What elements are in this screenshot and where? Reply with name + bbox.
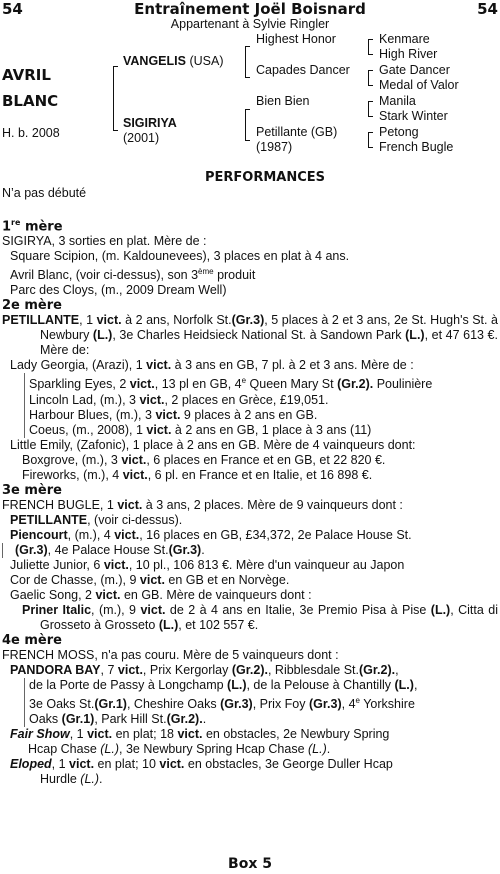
produce-priner-italic: Priner Italic, (m.), 9 vict. de 2 à 4 ans en Italie, 3e Premio Pisa à Pise (L.), Citta di Grosseto à Grosseto (L.), et 102 557 €. — [22, 602, 498, 632]
pandora-bay-line3: 3e Oaks St.(Gr.1), Cheshire Oaks (Gr.3), Prix Foy (Gr.3), 4e Yorkshire — [29, 695, 415, 711]
page-number-left: 54 — [2, 0, 23, 18]
pedigree-bracket-3d — [368, 132, 373, 148]
gen2-produce-little-emily: Little Emily, (Zafonic), 1 place à 2 ans en GB. Mère de 4 vainqueurs dont: — [10, 437, 416, 452]
produce-lincoln-lad: Lincoln Lad, (m.), 3 vict., 2 places en Grèce, £19,051. — [29, 392, 329, 407]
pedigree-ggs-1: Kenmare — [379, 32, 430, 46]
pedigree-bracket-2b — [245, 109, 250, 141]
pedigree-bracket-3a — [368, 39, 373, 55]
horse-name-line2: BLANC — [2, 92, 59, 110]
gen4-pandora-bay-cont — [24, 678, 498, 727]
pedigree-ggs-8: French Bugle — [379, 140, 454, 154]
pedigree-ggs-5: Manila — [379, 94, 416, 108]
gen1-produce-1: Square Scipion, (m. Kaldounevees), 3 places en plat à 4 ans. — [10, 249, 350, 264]
pedigree-bracket-1 — [113, 66, 118, 131]
produce-fireworks: Fireworks, (m.), 4 vict., 6 pl. en France et en Italie, et 16 898 €. — [22, 467, 373, 482]
gen3-produce-juliette: Juliette Junior, 6 vict., 10 pl., 106 813 €. Mère d'un vainqueur au Japon — [10, 557, 405, 572]
page-number-right: 54 — [477, 0, 498, 18]
gen3-produce-petillante: PETILLANTE, (voir ci-dessus). — [10, 512, 183, 527]
gen3-dam: FRENCH BUGLE, 1 vict. à 3 ans, 2 places. Mère de 9 vainqueurs dont : — [2, 497, 403, 512]
pedigree-gs4-year: (1987) — [256, 140, 293, 154]
footer-box: Box 5 — [228, 856, 272, 872]
gen4-produce-pandora-bay: PANDORA BAY, 7 vict., Prix Kergorlay (Gr.2)., Ribblesdale St.(Gr.2)., — [10, 662, 399, 677]
performances-title: PERFORMANCES — [204, 170, 326, 185]
pandora-bay-line4: Oaks (Gr.1), Park Hill St.(Gr.2).. — [29, 711, 207, 726]
produce-sparkling-eyes: Sparkling Eyes, 2 vict., 13 pl en GB, 4e Queen Mary St (Gr.2). Poulinière — [29, 376, 433, 392]
gen3-produce-cor-de-chasse: Cor de Chasse, (m.), 9 vict. en GB et en Norvège. — [10, 572, 290, 587]
pedigree-ggs-4: Medal of Valor — [379, 78, 459, 92]
pedigree-gs1: Highest Honor — [256, 32, 336, 46]
produce-harbour-blues: Harbour Blues, (m.), 3 vict. 9 places à 2 ans en GB. — [29, 407, 318, 422]
gen3-title: 3e mère — [2, 482, 62, 498]
pedigree-sire: VANGELIS (USA) — [123, 54, 224, 68]
gen4-dam: FRENCH MOSS, n'a pas couru. Mère de 5 vainqueurs dont : — [2, 647, 339, 662]
pedigree-body — [2, 186, 498, 787]
gen4-produce-eloped: Eloped, 1 vict. en plat; 10 vict. en obstacles, 3e George Duller Hcap — [10, 756, 393, 771]
pedigree-bracket-2a — [245, 46, 250, 78]
gen2-dam: PETILLANTE, 1 vict. à 2 ans, Norfolk St.(Gr.3), 5 places à 2 et 3 ans, 2e St. Hugh's St. à Newbury (L.), 3e Charles Heidsieck National St. à Sandown Park (L.), et 47 613 €. Mère de: — [2, 313, 498, 358]
produce-coeus: Coeus, (m., 2008), 1 vict. à 2 ans en GB, 1 place à 3 ans (11) — [29, 422, 372, 437]
pedigree-dam: SIGIRIYA — [123, 116, 177, 130]
gen1-produce-3: Parc des Cloys, (m., 2009 Dream Well) — [10, 283, 227, 298]
pedigree-bracket-3b — [368, 70, 373, 86]
page-title: Entraînement Joël Boisnard — [134, 0, 366, 18]
gen3-produce-gaelic-song: Gaelic Song, 2 vict. en GB. Mère de vainqueurs dont : — [10, 587, 312, 602]
pandora-bay-line2: de la Porte de Passy à Longchamp (L.), de la Pelouse à Chantilly (L.), — [29, 677, 418, 692]
performances-text: N’a pas débuté — [2, 186, 87, 200]
owner-line: Appartenant à Sylvie Ringler — [170, 17, 330, 31]
gen2-produce-lady-georgia: Lady Georgia, (Arazi), 1 vict. à 3 ans en GB, 7 pl. à 2 et 3 ans. Mère de : — [10, 358, 414, 373]
gen1-title: 1re mère — [2, 218, 63, 235]
eloped-line2: Hurdle (L.). — [40, 771, 103, 786]
pedigree-gs2: Capades Dancer — [256, 63, 350, 77]
gen3-produce-piencourt: Piencourt, (m.), 4 vict., 16 places en GB, £34,372, 2e Palace House St. — [10, 527, 412, 542]
gen3-piencourt-cont: (Gr.3), 4e Palace House St.(Gr.3). — [2, 543, 498, 558]
gen2-lady-georgia-produce — [24, 373, 498, 437]
gen4-produce-fair-show: Fair Show, 1 vict. en plat; 18 vict. en obstacles, 2e Newbury Spring — [10, 726, 390, 741]
pedigree-gs4: Petillante (GB) — [256, 125, 338, 139]
horse-name-line1: AVRIL — [2, 66, 51, 84]
horse-info: H. b. 2008 — [2, 126, 60, 140]
fair-show-line2: Hcap Chase (L.), 3e Newbury Spring Hcap Chase (L.). — [28, 741, 331, 756]
pedigree-ggs-2: High River — [379, 47, 438, 61]
pedigree-gs3: Bien Bien — [256, 94, 310, 108]
pedigree-bracket-3c — [368, 101, 373, 117]
gen1-dam: SIGIRYA, 3 sorties en plat. Mère de : — [2, 234, 207, 249]
gen2-title: 2e mère — [2, 298, 62, 314]
gen1-produce-2: Avril Blanc, (voir ci-dessus), son 3ème produit — [10, 267, 256, 283]
pedigree-ggs-6: Stark Winter — [379, 109, 448, 123]
pedigree-dam-year: (2001) — [123, 131, 160, 145]
pedigree-ggs-3: Gate Dancer — [379, 63, 450, 77]
gen4-title: 4e mère — [2, 632, 62, 648]
pedigree-ggs-7: Petong — [379, 125, 419, 139]
produce-boxgrove: Boxgrove, (m.), 3 vict., 6 places en France et en GB, et 22 820 €. — [22, 452, 386, 467]
